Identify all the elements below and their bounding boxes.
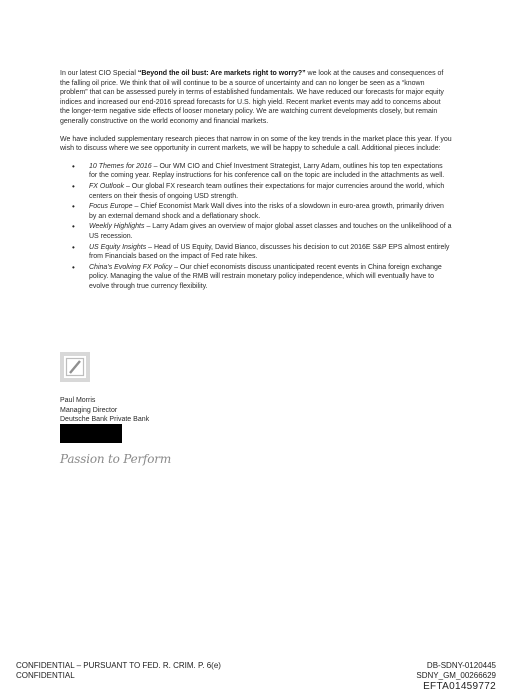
- supplementary-paragraph: We have included supplementary research pieces that narrow in on some of the key trends in the market place this year. If you wish to discuss where we see opportunity in current markets, we will be happy to schedule a call. Additional pieces include:: [60, 135, 452, 153]
- list-item: • 10 Themes for 2016 – Our WM CIO and Chief Investment Strategist, Larry Adam, outlines his top ten expectations for the coming year. Replay instructions for his conference call on the topic are included in the attachments as well.: [89, 162, 452, 181]
- signer-role: Managing Director: [60, 406, 118, 414]
- list-item: • China’s Evolving FX Policy – Our chief economists discuss unanticipated recent events in China foreign exchange policy. Managing the value of the RMB will restrain monetary policy independence, which will eventually have to evolve through true currency flexibility.: [89, 263, 452, 292]
- list-item: • Focus Europe – Chief Economist Mark Wall dives into the risks of a slowdown in euro-area growth, primarily driven by an external demand shock and a deflationary shock.: [89, 202, 452, 221]
- intro-paragraph: In our latest CIO Special “Beyond the oil bust: Are markets right to worry?” we look at the causes and consequences of the falling oil price. We think that oil will continue to be a source of uncertainty and can no longer be seen as a “known problem” that can be assessed purely in terms of established fundamentals. We have reduced our forecasts for major equity indices and increased our end-2016 spread forecasts for U.S. high yield. Recent market events may add to concerns about the longer-term negative side effects of looser monetary policy. We are watching current developments closely, but remain generally constructive on the world economy and financial markets.: [60, 70, 444, 125]
- list-item: • FX Outlook – Our global FX research team outlines their expectations for major currencies around the world, which centers on their thesis of ongoing USD strength.: [89, 182, 452, 201]
- footer-confidential: CONFIDENTIAL – PURSUANT TO FED. R. CRIM. P. 6(e) CONFIDENTIAL: [16, 661, 221, 680]
- deutsche-bank-logo-icon: [60, 352, 90, 382]
- signer-organization: Deutsche Bank Private Bank: [60, 416, 150, 423]
- list-item: • Weekly Highlights – Larry Adam gives an overview of major global asset classes and touches on the unlikelihood of a US recession.: [89, 222, 452, 241]
- research-pieces-list: [60, 162, 452, 292]
- signer-name: Paul Morris: [60, 397, 96, 404]
- list-item: • US Equity Insights – Head of US Equity, David Bianco, discusses his decision to cut 2016E S&P EPS almost entirely from Financials based on the impact of Fed rate hikes.: [89, 243, 452, 262]
- slogan: Passion to Perform: [60, 452, 172, 466]
- signature-block: [60, 396, 149, 425]
- footer-bates-numbers: DB-SDNY-0120445 SDNY_GM_00266629 EFTA01459772: [416, 661, 496, 692]
- letter-body: [60, 69, 452, 292]
- cio-special-title: “Beyond the oil bust: Are markets right to worry?”: [137, 70, 306, 77]
- redaction-box: [60, 424, 122, 443]
